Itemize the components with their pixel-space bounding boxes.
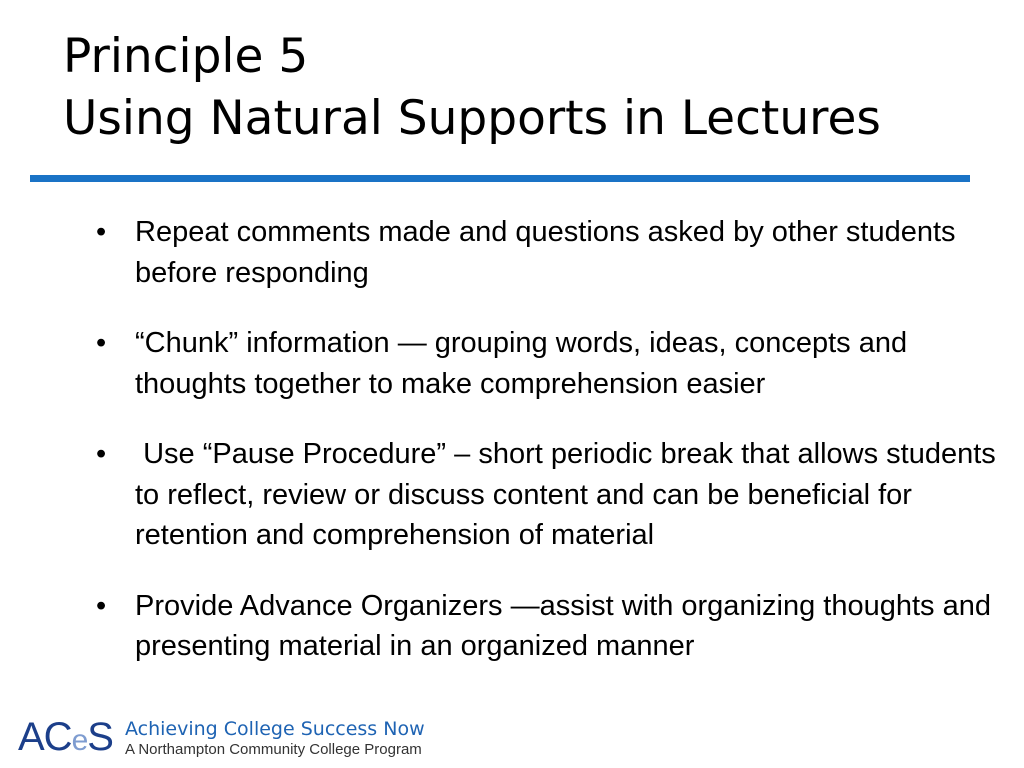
bullet-marker: • [96,216,107,248]
bullet-text: Repeat comments made and questions asked by other students before responding [135,216,956,289]
bullet-item [96,434,1016,556]
aces-logo [18,715,113,763]
title-divider [30,175,970,182]
bullet-marker: • [96,327,107,359]
title-line-2: Using Natural Supports in Lectures [63,91,881,146]
footer-subtitle: A Northampton Community College Program [125,741,422,758]
logo-part-e: e [71,724,88,757]
bullet-item [96,212,1016,293]
slide-title [63,26,1003,150]
bullet-text: Use “Pause Procedure” – short periodic break that allows students to reflect, review or discuss content and can be beneficial for retention and comprehension of material [135,438,1004,551]
bullet-list [96,212,1016,697]
logo-part-s: S [87,715,113,759]
footer-text [125,718,425,760]
bullet-item [96,323,1016,404]
footer [18,712,425,762]
logo-part-ac: AC [18,715,72,759]
bullet-text: Provide Advance Organizers —assist with organizing thoughts and presenting material in an organized manner [135,589,991,662]
footer-tagline: Achieving College Success Now [125,718,425,740]
bullet-item [96,586,1016,667]
title-line-1: Principle 5 [63,29,309,84]
bullet-text: “Chunk” information — grouping words, ideas, concepts and thoughts together to make comprehension easier [135,327,908,400]
bullet-marker: • [96,438,107,470]
bullet-marker: • [96,589,107,622]
